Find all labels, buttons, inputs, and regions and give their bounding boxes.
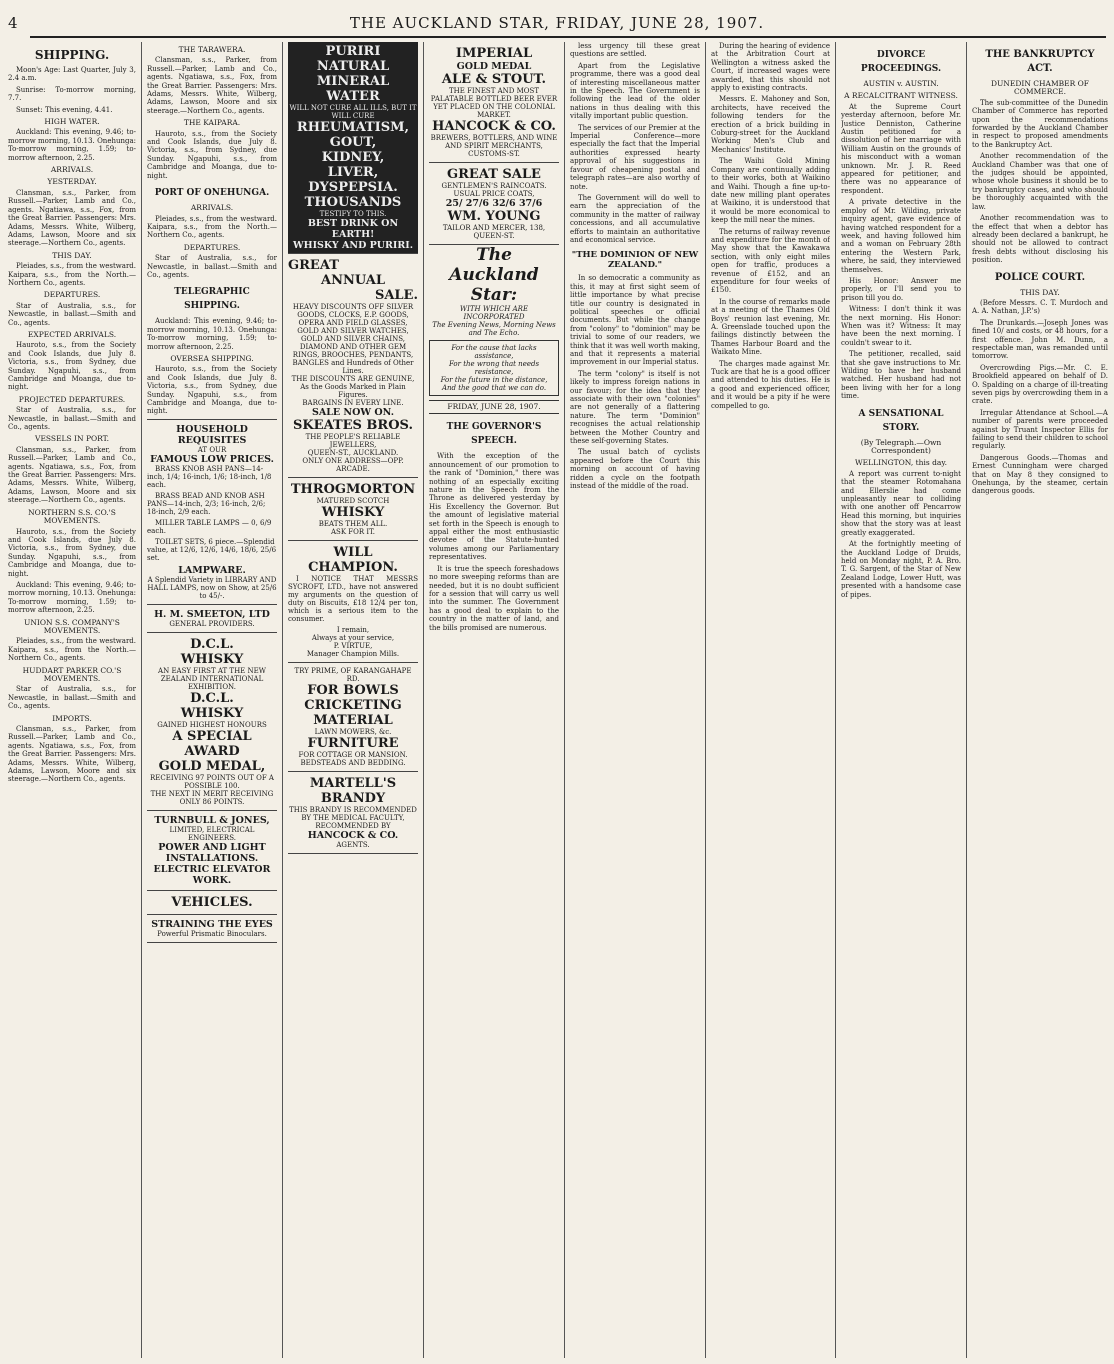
news-paragraph: During the hearing of evidence at the Arbitration Court at Wellington a witness asked the Court, if increased wages were awarded, that this should not apply to existing contracts. xyxy=(711,42,830,93)
imperial-customs: CUSTOMS-ST. xyxy=(468,150,520,158)
champion-sign: Always at your service, xyxy=(311,634,395,642)
telegraphic-heading: TELEGRAPHIC SHIPPING. xyxy=(174,287,250,312)
divorce-subheading: A RECALCITRANT WITNESS. xyxy=(844,91,958,101)
onehunga-heading: PORT OF ONEHUNGA. xyxy=(154,188,270,199)
puriri-ad xyxy=(288,42,418,254)
column-divider xyxy=(423,42,424,1358)
column-two xyxy=(147,42,277,1358)
dunedin-heading: DUNEDIN CHAMBER OF COMMERCE. xyxy=(990,79,1090,97)
prime-karangahape: TRY PRIME, OF KARANGAHAPE RD. xyxy=(294,667,412,683)
sensational-text: A report was current to-night that the steamer Rotomahana and Ellerslie had come unpleasantly near to colliding with one another off Pencarrow Head this morning, but inquiries show that the story was at least greatly exaggerated. xyxy=(841,469,961,537)
raincoat-young-sub: TAILOR AND MERCER, 138, QUEEN-ST. xyxy=(442,224,546,240)
column-divider xyxy=(141,42,142,1358)
police-text: The Drunkards.—Joseph Jones was fined 10/ and costs, or 48 hours, for a first offence. John M. Dunn, a respectable man, was remanded until tomorrow. xyxy=(972,318,1108,361)
prime-furniture: FURNITURE xyxy=(307,736,399,751)
vehicles-title: VEHICLES. xyxy=(171,894,253,910)
smeeton-name: H. M. SMEETON, LTD xyxy=(154,608,270,620)
vehicles-ad xyxy=(147,891,277,915)
star-incorporated: WITH WHICH ARE INCORPORATED xyxy=(459,305,529,321)
masthead-rule xyxy=(30,36,1106,38)
puriri-title: PURIRI NATURAL MINERAL WATER xyxy=(316,44,390,104)
martells-note: THIS BRANDY IS RECOMMENDED BY THE MEDICAL FACULTY, xyxy=(289,806,417,822)
motto-line: For the wrong that needs resistance, xyxy=(448,360,540,376)
dcl-whisky-ad xyxy=(147,633,277,811)
vessels-text: Clansman, s.s., Parker, from Russell.—Parker, Lamb and Co., agents. Ngatiawa, s.s., Fox, from the Great Barrier. Passengers: Mrs. Adams, Messrs. White, Wilberg, Adams, Lawson, Moore and six steerage.—Northern Co., agents. xyxy=(8,445,136,505)
divorce-text: Witness: I don't think it was the next morning. His Honor: When was it? Witness: It may have been the next morning. I couldn't swear to it. xyxy=(841,305,961,347)
column-divider xyxy=(705,42,706,1358)
sunrise: Sunrise: To-morrow morning, 7.7. xyxy=(8,85,136,103)
arrivals-text: Clansman, s.s., Parker, from Russell.—Parker, Lamb and Co., agents. Ngatiawa, s.s., Fox, from the Great Barrier. Passengers: Mrs. Adams, Messrs. White, Wilberg, Adams, Lawson, Moore and six steerage.—Northern Co., agents. xyxy=(8,188,136,248)
news-paragraph: The Waihi Gold Mining Company are continually adding to their works, both at Waikino and Waihi. Though a fine up-to-date new milling plant operates at Waikino, it is understood that it would be more economical to keep the mill near the mines. xyxy=(711,157,830,225)
raincoat-gentlemen: GENTLEMEN'S RAINCOATS. xyxy=(441,182,547,190)
raincoat-usual: USUAL PRICE COATS, xyxy=(453,190,535,198)
arrivals-heading: ARRIVALS. xyxy=(50,165,94,175)
puriri-ill: DYSPEPSIA. xyxy=(308,180,398,195)
puriri-testify: TESTIFY TO THIS. xyxy=(319,210,387,218)
motto-line: For the future in the distance, xyxy=(440,376,548,384)
column-divider xyxy=(966,42,967,1358)
divorce-text: His Honor: Answer me properly, or I'll send you to prison till you do. xyxy=(841,276,961,302)
tarawera-heading: THE TARAWERA. xyxy=(178,45,246,54)
onehunga-arrivals: ARRIVALS. xyxy=(190,203,234,213)
high-water-heading: HIGH WATER. xyxy=(44,117,100,127)
martells-agents: AGENTS. xyxy=(336,841,370,849)
this-day-text: Pleiades, s.s., from the westward. Kaipara, s.s., from the North.—Northern Co., agents. xyxy=(8,262,136,287)
household-item: BRASS KNOB ASH PANS—14-inch, 1/4; 16-inch, 1/6; 18-inch, 1/8 each. xyxy=(147,464,272,489)
divorce-text: A private detective in the employ of Mr. Wilding, private inquiry agent, gave evidence of having watched respondent for a week, and having followed him and a woman on February 28th entering the Western Park, where, he said, they interviewed themselves. xyxy=(841,198,961,274)
governors-speech-text-2: It is true the speech foreshadows no more sweeping reforms than are needed, but it is no doubt sufficient for a session that will carry us well into the summer. The Government has a good deal to explain to the country in the matter of land, and the bills promised are numerous. xyxy=(429,564,559,632)
auckland-star-flag: The Auckland Star: xyxy=(449,245,539,305)
smeeton-ad xyxy=(147,605,277,633)
motto-line: For the cause that lacks assistance, xyxy=(451,344,537,360)
editorial-paragraph: Apart from the Legislative programme, there was a good deal of interesting miscellaneous matter in the Speech. The Government is following the lead of the older nations in thus dealing with this vitally important public question. xyxy=(570,61,700,121)
imports-heading: IMPORTS. xyxy=(52,713,92,723)
puriri-ill: RHEUMATISM, xyxy=(296,120,410,135)
imperial-title: IMPERIAL xyxy=(455,46,533,61)
turnbull-ad xyxy=(147,811,277,891)
turnbull-name: TURNBULL & JONES, xyxy=(154,814,270,826)
news-paragraph: The returns of railway revenue and expenditure for the month of May show that the Kawakawa section, with only eight miles open for traffic, produces a revenue of £152, and an expenditure for four weeks of £150. xyxy=(711,227,830,295)
dominion-heading: "THE DOMINION OF NEW ZEALAND." xyxy=(571,250,699,271)
imperial-gold-medal: GOLD MEDAL xyxy=(456,61,532,72)
sale-discounts: THE DISCOUNTS ARE GENUINE, As the Goods Marked in Plain Figures. xyxy=(291,375,415,399)
column-divider xyxy=(282,42,283,1358)
puriri-best-drink: BEST DRINK ON EARTH! xyxy=(307,218,399,240)
union-text: Pleiades, s.s., from the westward. Kaipara, s.s., from the North.—Northern Co., agents. xyxy=(8,637,136,663)
editorial-paragraph: The services of our Premier at the Imperial Conference—more especially the fact that the Imperial authorities expressed hearty approval of his suggestions in favour of cheapening postal and telegraph rates—are also worthy of note. xyxy=(570,123,700,191)
dcl-honours: GAINED HIGHEST HONOURS xyxy=(157,720,267,729)
throgmorton-matured: MATURED SCOTCH xyxy=(316,497,390,505)
raincoat-ad xyxy=(429,163,559,245)
imperial-finest: THE FINEST AND MOST PALATABLE BOTTLED BEER EVER YET PLACED ON THE COLONIAL MARKET. xyxy=(430,87,558,119)
lampware-title: LAMPWARE. xyxy=(178,564,246,576)
expected-arrivals-heading: EXPECTED ARRIVALS. xyxy=(27,329,117,339)
arrivals-subheading: YESTERDAY. xyxy=(47,177,97,187)
sale-bargains: BARGAINS IN EVERY LINE. xyxy=(302,399,404,407)
household-item: TOILET SETS, 6 piece.—Splendid value, at 12/6, 12/6, 14/6, 18/6, 25/6 set. xyxy=(147,537,277,562)
turnbull-sub: LIMITED, ELECTRICAL ENGINEERS. xyxy=(169,825,255,842)
news-paragraph: In the course of remarks made at a meeting of the Thames Old Boys' reunion last evening, Mr. A. Greenslade touched upon the failings distinctly between the Thames Harbour Board and the Waikato Mine. xyxy=(711,297,830,357)
editorial-date: FRIDAY, JUNE 28, 1907. xyxy=(429,400,559,414)
binoculars-line: Powerful Prismatic Binoculars. xyxy=(157,929,267,938)
star-papers: The Evening News, Morning News and The Echo. xyxy=(432,321,556,337)
household-item: MILLER TABLE LAMPS — 0, 6/9 each. xyxy=(147,518,272,535)
household-line1: HOUSEHOLD REQUISITES xyxy=(176,423,248,446)
divorce-case: AUSTIN v. AUSTIN. xyxy=(863,79,939,88)
raincoat-prices: 25/ 27/6 32/6 37/6 xyxy=(445,198,543,209)
raincoat-young: WM. YOUNG xyxy=(447,209,541,224)
sunset: Sunset: This evening, 4.41. xyxy=(16,105,113,114)
column-three-ads xyxy=(288,42,418,1358)
dcl-points: RECEIVING 97 POINTS OUT OF A POSSIBLE 100. xyxy=(150,773,274,790)
shipping-heading: SHIPPING. xyxy=(34,48,110,62)
imports-text: Clansman, s.s., Parker, from Russell.—Parker, Lamb and Co., agents. Ngatiawa, s.s., Fox, from the Great Barrier. Passengers: Mrs. Adams, Messrs. White, Wilberg, Adams, Lawson, Moore and six steerage.—Northern Co., agents. xyxy=(8,725,136,784)
column-seven xyxy=(841,42,961,1358)
police-text: Irregular Attendance at School.—A number of parents were proceeded against by Truant Inspector Ellis for failing to send their children to school regularly. xyxy=(972,408,1108,451)
huddart-movements-heading: HUDDART PARKER CO.'S MOVEMENTS. xyxy=(22,665,122,683)
cyclists-paragraph: The usual batch of cyclists appeared before the Court this morning on account of having ridden a cycle on the footpath instead of the middle of the road. xyxy=(570,448,700,491)
kaipara-text: Hauroto, s.s., from the Society and Cook Islands, due July 8. Victoria, s.s., from Sydney, due Sunday. Ngapuhi, s.s., from Cambridge and Moanga, due to-night. xyxy=(147,129,277,180)
tarawera-text: Clansman, s.s., Parker, from Russell.—Parker, Lamb and Co., agents. Ngatiawa, s.s., Fox, from the Great Barrier. Passengers: Mrs. Adams, Messrs. White, Wilberg, Adams, Lawson, Moore and six steerage.—Northern Co., agents. xyxy=(147,56,277,115)
throgmorton-beats: BEATS THEM ALL. xyxy=(318,520,388,528)
overseas-text: Hauroto, s.s., from the Society and Cook Islands, due July 8. Victoria, s.s., from Sydney, due Sunday. Ngapuhi, s.s., from Cambridge and Moanga, due to-night. xyxy=(147,365,277,416)
sensational-heading: A SENSATIONAL STORY. xyxy=(858,408,944,433)
throgmorton-whisky: WHISKY xyxy=(321,505,385,520)
puriri-thousands: THOUSANDS xyxy=(304,195,402,210)
vessels-in-port-heading: VESSELS IN PORT. xyxy=(35,434,109,444)
throgmorton-ad xyxy=(288,478,418,541)
sale-heavy: HEAVY DISCOUNTS OFF SILVER GOODS, CLOCKS, E.P. GOODS, OPERA AND FIELD GLASSES, GOLD AND SILVER WATCHES, GOLD AND SILVER CHAINS, DIAMOND AND OTHER GEM RINGS, BROOCHES, PENDANTS, BANGLES and Hundreds of Other Lines. xyxy=(292,303,414,375)
smeeton-sub: GENERAL PROVIDERS. xyxy=(169,619,255,628)
news-paragraph: Messrs. E. Mahoney and Son, architects, have received the following tenders for the erection of a brick building in Coburg-street for the Auckland Working Men's Club and Mechanics' Institute. xyxy=(711,95,830,154)
dcl-next-best: THE NEXT IN MERIT RECEIVING ONLY 86 POINTS. xyxy=(150,789,274,806)
prime-lawn: LAWN MOWERS, &c. xyxy=(314,728,392,736)
puriri-cure: WILL NOT CURE ALL ILLS, BUT IT WILL CURE xyxy=(289,104,417,120)
northern-movements-heading: NORTHERN S.S. CO.'S MOVEMENTS. xyxy=(28,507,116,526)
martells-recommended: RECOMMENDED BY xyxy=(315,822,391,830)
departures-heading: DEPARTURES. xyxy=(43,290,101,300)
motto-line: And the good that we can do. xyxy=(441,384,547,392)
puriri-ill: LIVER, xyxy=(327,165,379,180)
high-water-text: Auckland: This evening, 9.46; to-morrow morning, 10.13. Onehunga: To-morrow morning, 1.59; to-morrow afternoon, 2.25. xyxy=(8,128,136,162)
prime-ad xyxy=(288,663,418,772)
star-motto-box xyxy=(429,340,559,396)
divorce-text: At the Supreme Court yesterday afternoon, before Mr. Justice Denniston, Catherine Austin petitioned for a dissolution of her marriage with William Austin on the grounds of his misconduct with a woman unknown. Mr. J. R. Reed appeared for petitioner, and there was no appearance of respondent. xyxy=(841,102,961,195)
kaipara-heading: THE KAIPARA. xyxy=(183,118,241,128)
masthead-title: THE AUCKLAND STAR, FRIDAY, JUNE 28, 1907. xyxy=(349,14,765,32)
police-this-day: THIS DAY. xyxy=(1020,287,1060,297)
puriri-ill: GOUT, xyxy=(329,135,377,150)
eyes-title: STRAINING THE EYES xyxy=(151,918,273,930)
household-ad xyxy=(147,419,277,605)
expected-arrivals-text: Hauroto, s.s., from the Society and Cook Islands, due July 8. Victoria, s.s., from Sydney, due Sunday. Ngapuhi, s.s., from Cambridge and Moanga, due to-night. xyxy=(8,341,136,392)
column-six xyxy=(711,42,830,1358)
skeates-sub: THE PEOPLE'S RELIABLE JEWELLERS, xyxy=(305,433,401,449)
telegraphic-text: Auckland: This evening, 9.46; to-morrow morning, 10.13. Onehunga: To-morrow morning, 1.59; to-morrow afternoon, 2.25. xyxy=(147,317,277,351)
household-item: BRASS BEAD AND KNOB ASH PANS—14-inch, 2/3; 16-inch, 2/6; 18-inch, 2/9 each. xyxy=(147,491,266,516)
champion-text: I NOTICE THAT MESSRS SYCROFT, LTD., have not answered my arguments on the question of duty on Biscuits, £18 12/4 per ton, which is a serious item to the consumer. xyxy=(288,575,418,623)
champion-sign: P. VIRTUE, xyxy=(333,642,373,650)
prime-cricketing: CRICKETING MATERIAL xyxy=(304,698,402,728)
sensational-dateline: WELLINGTON, this day. xyxy=(854,458,948,468)
martells-brandy: BRANDY xyxy=(320,791,386,806)
editorial-continued: less urgency till these great questions are settled. xyxy=(570,42,700,59)
police-text: Overcrowding Pigs.—Mr. C. E. Brookfield appeared on behalf of D. O. Spalding on a charge of ill-treating seven pigs by overcrowding them in a crate. xyxy=(972,363,1108,406)
overseas-heading: OVERSEA SHIPPING. xyxy=(170,353,254,363)
sensational-byline: (By Telegraph.—Own Correspondent) xyxy=(860,437,942,456)
dcl-special: A SPECIAL AWARD xyxy=(172,728,252,759)
governors-speech-text: With the exception of the announcement of our promotion to the rank of "Dominion," there was nothing of an especially exciting nature in the Speech from the Throne as delivered yesterday by His Excellency the Governor. But the amount of legislative material set forth in the Speech is enough to appal either the most enthusiastic devotee of the Statute-hunted volumes among our Parliamentary representatives. xyxy=(429,452,559,562)
dcl-whisky: WHISKY xyxy=(180,651,244,667)
police-court-heading: POLICE COURT. xyxy=(994,271,1086,283)
dcl-gold: GOLD MEDAL, xyxy=(158,758,266,774)
skeates-address: QUEEN-ST., AUCKLAND. xyxy=(307,449,399,457)
prime-bowls: FOR BOWLS xyxy=(307,683,399,698)
champion-ad xyxy=(288,541,418,663)
dominion-text: In so democratic a community as this, it may at first sight seem of little importance by what precise title our country is designated in political speeches or official documents. But while the change from "colony" to "dominion" may be trivial to some of our readers, we think that it was well worth making, and that it represents a material improvement in our Imperial status. xyxy=(570,274,700,367)
police-bench: (Before Messrs. C. T. Murdoch and A. A. Nathan, J.P.'s) xyxy=(972,298,1108,316)
sale-word: SALE. xyxy=(374,288,418,303)
divorce-text: The petitioner, recalled, said that she gave instructions to Mr. Wilding to have her husband watched. Her husband had not been living with her for a long time. xyxy=(841,350,961,401)
bankruptcy-heading: THE BANKRUPTCY ACT. xyxy=(985,49,1095,74)
huddart-text: Star of Australia, s.s., for Newcastle, in ballast.—Smith and Co., agents. xyxy=(8,685,136,711)
dcl-title-2: D.C.L. xyxy=(190,690,234,706)
governors-speech-heading: THE GOVERNOR'S SPEECH. xyxy=(446,422,542,447)
projected-departures-heading: PROJECTED DEPARTURES. xyxy=(18,394,126,404)
imperial-ale-ad xyxy=(429,42,559,163)
column-eight xyxy=(972,42,1108,1358)
onehunga-departures-text: Star of Australia, s.s., for Newcastle, in ballast.—Smith and Co., agents. xyxy=(147,254,277,279)
departures-text: Star of Australia, s.s., for Newcastle, in ballast.—Smith and Co., agents. xyxy=(8,301,136,327)
sale-great: GREAT xyxy=(288,258,339,273)
dominion-text-2: The term "colony" is itself is not likely to impress foreign nations in our favour; for the idea that they associate with their own "colonies" are not generally of a flattering nature. The term "Dominion" recognises the actual relationship between the Mother Country and these self-governing States. xyxy=(570,369,700,446)
dcl-title: D.C.L. xyxy=(190,636,234,652)
martells-ad xyxy=(288,772,418,854)
dcl-whisky-2: WHISKY xyxy=(180,705,244,721)
puriri-ill: KIDNEY, xyxy=(321,150,385,165)
prime-furniture-sub: FOR COTTAGE OR MANSION. BEDSTEADS AND BEDDING. xyxy=(298,751,408,767)
annual-sale-ad xyxy=(288,254,418,478)
column-four xyxy=(429,42,559,1358)
throgmorton-title: THROGMORTON xyxy=(290,482,416,497)
household-line3: FAMOUS LOW PRICES. xyxy=(150,453,274,465)
dcl-award: AN EASY FIRST AT THE NEW ZEALAND INTERNATIONAL EXHIBITION. xyxy=(158,666,266,691)
column-shipping xyxy=(8,42,136,1358)
champion-title: WILL CHAMPION. xyxy=(308,545,398,575)
throgmorton-ask: ASK FOR IT. xyxy=(330,528,376,536)
turnbull-power: POWER AND LIGHT INSTALLATIONS. xyxy=(158,841,266,864)
household-line2: AT OUR xyxy=(197,445,227,454)
imperial-ale-stout: ALE & STOUT. xyxy=(441,72,547,87)
union-movements-heading: UNION S.S. COMPANY'S MOVEMENTS. xyxy=(24,617,120,635)
martells-name: MARTELL'S xyxy=(309,776,397,791)
puriri-whisky: WHISKY AND PURIRI. xyxy=(292,240,414,251)
turnbull-elevator: ELECTRIC ELEVATOR WORK. xyxy=(153,863,271,886)
sale-now: SALE NOW ON. xyxy=(311,407,395,418)
projected-departures-text: Star of Australia, s.s., for Newcastle, in ballast.—Smith and Co., agents. xyxy=(8,406,136,432)
skeates-note: ONLY ONE ADDRESS—OPP. ARCADE. xyxy=(302,457,404,473)
bankruptcy-text: Another recommendation was to the effect that when a debtor has already been declared a bankrupt, he should not be allowed to contract fresh debts without disclosing his position. xyxy=(972,214,1108,265)
eyes-ad xyxy=(147,915,277,943)
northern-text-2: Auckland: This evening, 9.46; to-morrow morning, 10.13. Onehunga: To-morrow morning, 1.59; to-morrow afternoon, 2.25. xyxy=(8,580,136,615)
news-paragraph: The charges made against Mr. Tuck are that he is a good officer and attended to his duties. He is a good and experienced officer, and it would be a pity if he were compelled to go. xyxy=(711,359,830,410)
raincoat-great-sale: GREAT SALE xyxy=(447,167,541,182)
masthead xyxy=(0,14,1114,34)
champion-sign: I remain, xyxy=(336,626,370,634)
champion-sign: Manager Champion Mills. xyxy=(306,650,400,658)
moon-age: Moon's Age: Last Quarter, July 3, 2.4 a.m. xyxy=(8,66,136,83)
imperial-brewers: BREWERS, BOTTLERS, AND WINE AND SPIRIT MERCHANTS, xyxy=(430,134,558,150)
onehunga-departures: DEPARTURES. xyxy=(183,242,241,252)
lampware-note: A Splendid Variety in LIBRARY AND HALL LAMPS, now on Show, at 25/6 to 45/-. xyxy=(147,575,277,600)
column-divider xyxy=(564,42,565,1358)
bankruptcy-text: The sub-committee of the Dunedin Chamber of Commerce has reported upon the recommendations forwarded by the Auckland Chamber in respect to proposed amendments to the Bankruptcy Act. xyxy=(972,98,1108,149)
page-number: 4 xyxy=(8,14,19,32)
column-five xyxy=(570,42,700,1358)
skeates-name: SKEATES BROS. xyxy=(292,418,414,433)
imperial-hancock: HANCOCK & CO. xyxy=(432,119,556,134)
column-divider xyxy=(835,42,836,1358)
onehunga-text: Pleiades, s.s., from the westward. Kaipara, s.s., from the North.—Northern Co., agents. xyxy=(147,214,277,240)
police-text: Dangerous Goods.—Thomas and Ernest Cunningham were charged that on May 8 they consigned to Onehunga, by the steamer, certain dangerous goods. xyxy=(972,453,1108,496)
divorce-heading: DIVORCE PROCEEDINGS. xyxy=(860,50,942,74)
this-day-heading: THIS DAY. xyxy=(52,250,92,260)
druids-text: At the fortnightly meeting of the Auckland Lodge of Druids, held on Monday night, P. A. Bro. T. G. Sargent, of the Star of New Zealand Lodge, Lower Hutt, was presented with a handsome case of pipes. xyxy=(841,540,961,599)
editorial-paragraph: The Government will do well to earn the appreciation of the community in the matter of railway concessions, and all accumulative efforts to maintain an authoritative and economical service. xyxy=(570,193,700,244)
martells-hancock: HANCOCK & CO. xyxy=(307,830,399,841)
bankruptcy-text: Another recommendation of the Auckland Chamber was that one of the judges should be appointed, whose whole business it should be to try bankruptcy cases, and who should be thoroughly acquainted with the law. xyxy=(972,152,1108,211)
sale-annual: ANNUAL xyxy=(320,273,386,288)
northern-text: Hauroto, s.s., from the Society and Cook Islands, due July 8. Victoria, s.s., from Sydney, due Sunday. Ngapuhi, s.s., from Cambridge and Moanga, due to-night. xyxy=(8,527,136,578)
